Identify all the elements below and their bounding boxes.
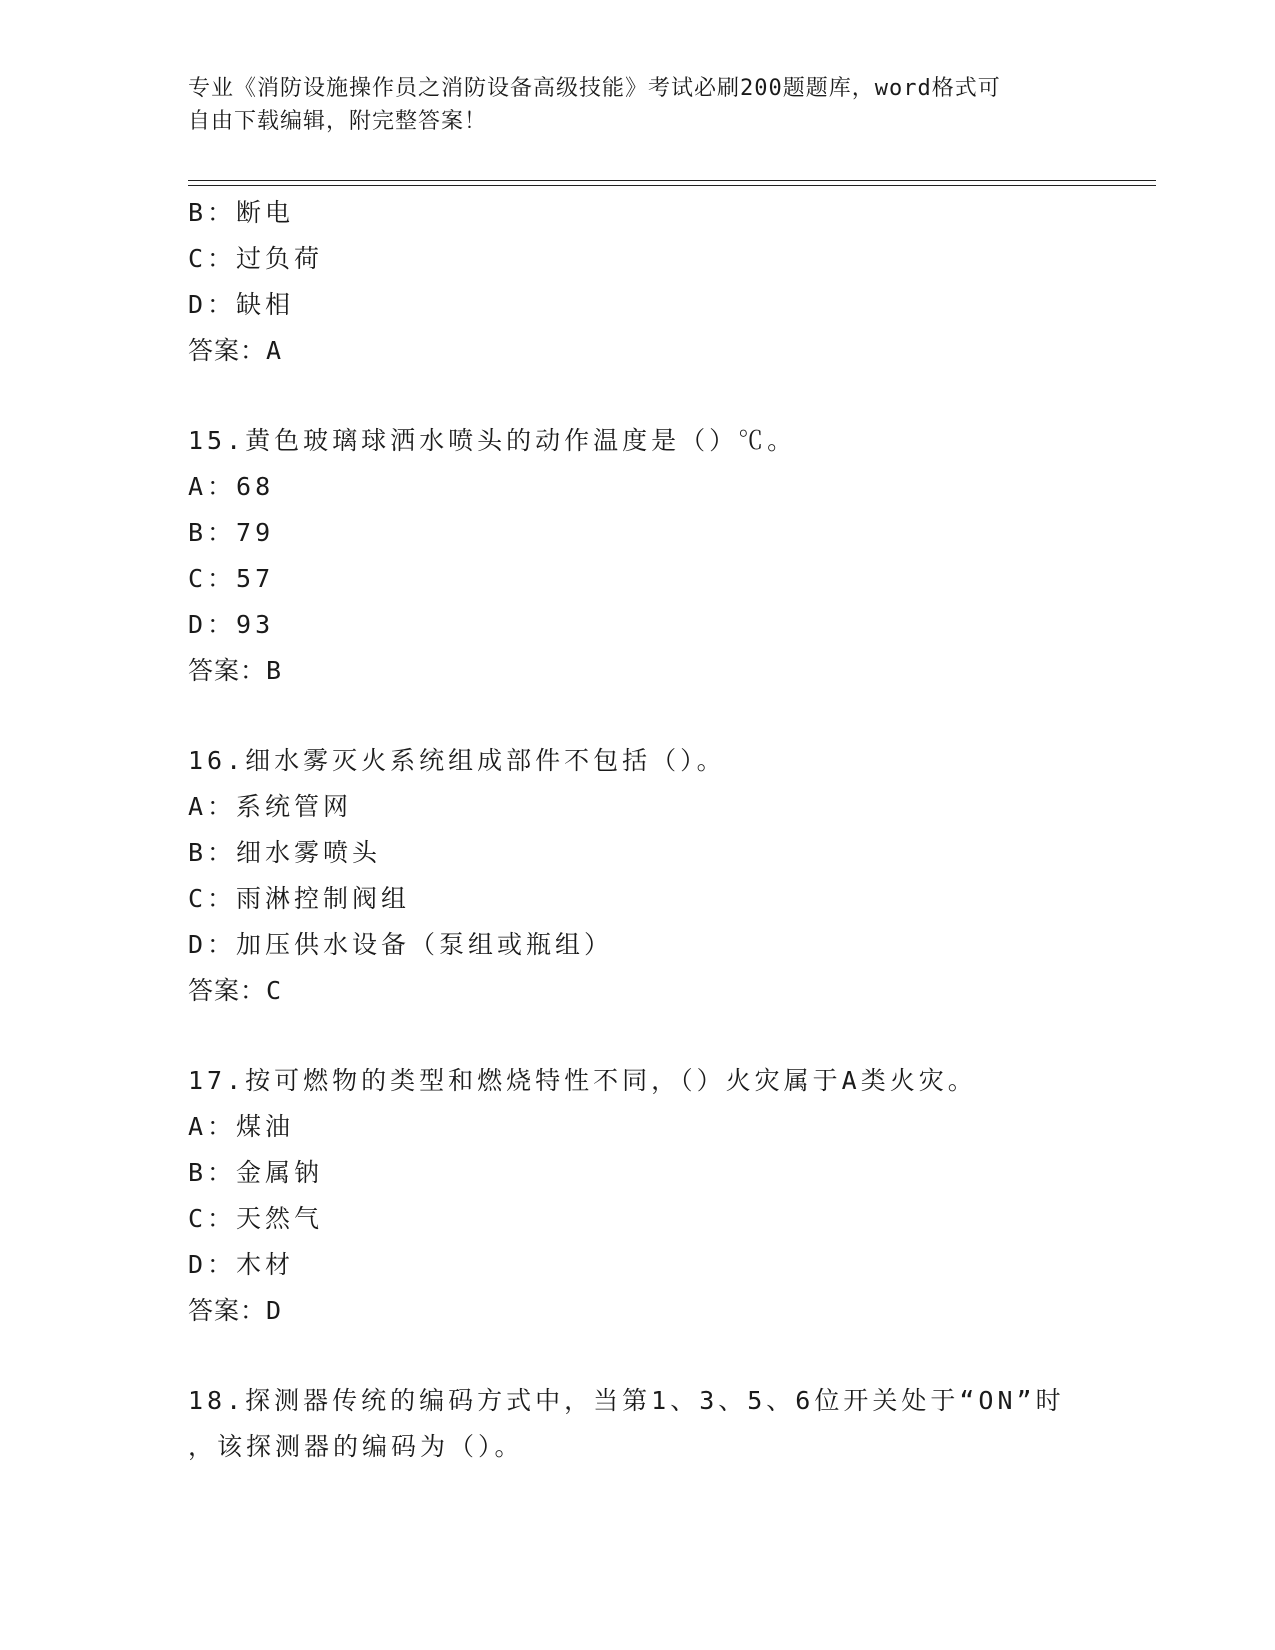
option-d: D：缺相 xyxy=(188,290,295,319)
question-list xyxy=(188,190,1088,1470)
option-c: C：天然气 xyxy=(188,1204,324,1233)
answer-line: 答案：B xyxy=(188,656,283,685)
answer-line: 答案：C xyxy=(188,976,283,1005)
question-16 xyxy=(188,738,1088,1014)
document-header xyxy=(188,72,1068,138)
option-d: D：93 xyxy=(188,610,275,639)
answer-line: 答案：D xyxy=(188,1296,283,1325)
question-text-line-1: 18.探测器传统的编码方式中，当第1、3、5、6位开关处于“ON”时 xyxy=(188,1386,1065,1415)
option-c: C：57 xyxy=(188,564,275,593)
header-title-line-2: 自由下载编辑，附完整答案！ xyxy=(188,109,488,134)
answer-line: 答案：A xyxy=(188,336,283,365)
option-d: D：木材 xyxy=(188,1250,295,1279)
question-18 xyxy=(188,1378,1088,1470)
question-text: 17.按可燃物的类型和燃烧特性不同，（）火灾属于A类火灾。 xyxy=(188,1066,977,1095)
question-17 xyxy=(188,1058,1088,1334)
option-c: C：雨淋控制阀组 xyxy=(188,884,411,913)
question-text: 16.细水雾灭火系统组成部件不包括（）。 xyxy=(188,746,726,775)
option-c: C：过负荷 xyxy=(188,244,324,273)
option-a: A：68 xyxy=(188,472,275,501)
option-b: B：金属钠 xyxy=(188,1158,324,1187)
option-a: A：煤油 xyxy=(188,1112,295,1141)
option-b: B：79 xyxy=(188,518,275,547)
header-rule-top xyxy=(188,180,1156,181)
question-text-line-2: ，该探测器的编码为（）。 xyxy=(188,1432,524,1461)
option-a: A：系统管网 xyxy=(188,792,353,821)
option-b: B：细水雾喷头 xyxy=(188,838,382,867)
header-rule-bottom xyxy=(188,185,1156,186)
question-text: 15.黄色玻璃球洒水喷头的动作温度是（）℃。 xyxy=(188,426,797,455)
header-title-line-1: 专业《消防设施操作员之消防设备高级技能》考试必刷200题题库，word格式可 xyxy=(188,76,1001,101)
option-b: B：断电 xyxy=(188,198,295,227)
question-14-tail xyxy=(188,190,1088,374)
option-d: D：加压供水设备（泵组或瓶组） xyxy=(188,930,614,959)
question-15 xyxy=(188,418,1088,694)
